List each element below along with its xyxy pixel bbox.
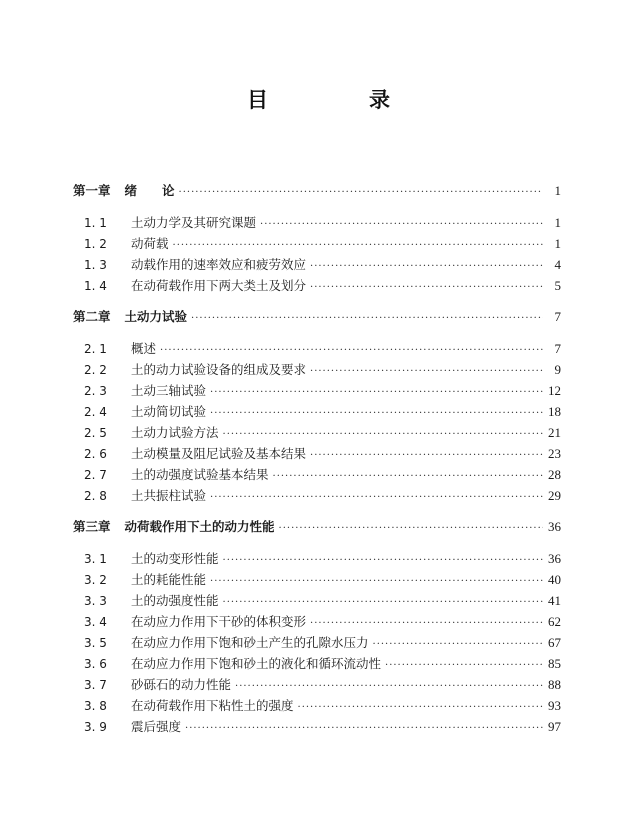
page-number: 40 — [548, 572, 561, 587]
section-number: 1. 3 — [84, 258, 107, 272]
section-title: 土的动力试验设备的组成及要求 — [131, 362, 307, 377]
dot-leader — [223, 550, 543, 571]
section-number: 3. 3 — [84, 594, 107, 608]
section-number: 1. 1 — [84, 216, 107, 230]
section-number: 2. 5 — [84, 426, 107, 440]
page-number: 7 — [554, 309, 561, 324]
toc-section-3-3[interactable] — [73, 590, 561, 611]
page-number: 36 — [548, 519, 561, 534]
dot-leader — [160, 340, 543, 361]
section-number: 3. 6 — [84, 657, 107, 671]
dot-leader — [210, 571, 543, 592]
page-number: 93 — [548, 698, 561, 713]
page-number: 1 — [554, 236, 561, 251]
dot-leader — [210, 382, 543, 403]
toc-section-1-2[interactable] — [73, 233, 561, 254]
section-number: 1. 2 — [84, 237, 107, 251]
section-title: 土的耗能性能 — [131, 572, 207, 587]
page-number: 67 — [548, 635, 561, 650]
dot-leader — [310, 256, 543, 277]
chapter-number: 第一章 — [73, 183, 111, 198]
section-title: 在动应力作用下干砂的体积变形 — [131, 614, 307, 629]
dot-leader — [173, 235, 543, 256]
page-number: 9 — [554, 362, 561, 377]
section-number: 3. 7 — [84, 678, 107, 692]
toc-chapter-1[interactable] — [73, 180, 561, 201]
section-number: 3. 5 — [84, 636, 107, 650]
section-title: 土共振柱试验 — [131, 488, 207, 503]
section-number: 2. 8 — [84, 489, 107, 503]
section-number: 3. 9 — [84, 720, 107, 734]
toc-section-3-9[interactable] — [73, 716, 561, 737]
section-number: 1. 4 — [84, 279, 107, 293]
toc-section-3-4[interactable] — [73, 611, 561, 632]
page-number: 12 — [548, 383, 561, 398]
page-number: 28 — [548, 467, 561, 482]
section-title: 动载作用的速率效应和疲劳效应 — [131, 257, 307, 272]
page-number: 21 — [548, 425, 561, 440]
table-of-contents — [73, 180, 561, 747]
section-list-chapter-3 — [73, 548, 561, 737]
page-title: 目 录 — [247, 88, 430, 112]
page-number: 88 — [548, 677, 561, 692]
dot-leader — [235, 676, 543, 697]
toc-section-1-1[interactable] — [73, 212, 561, 233]
dot-leader — [373, 634, 543, 655]
chapter-number: 第三章 — [73, 519, 111, 534]
toc-section-1-3[interactable] — [73, 254, 561, 275]
chapter-title: 土动力试验 — [124, 309, 188, 324]
section-number: 2. 4 — [84, 405, 107, 419]
page-number: 29 — [548, 488, 561, 503]
toc-section-3-5[interactable] — [73, 632, 561, 653]
section-number: 3. 2 — [84, 573, 107, 587]
section-number: 2. 7 — [84, 468, 107, 482]
page-number: 1 — [554, 215, 561, 230]
dot-leader — [210, 403, 543, 424]
section-title: 砂砾石的动力性能 — [131, 677, 232, 692]
page-number: 97 — [548, 719, 561, 734]
chapter-title: 绪 论 — [124, 183, 175, 198]
toc-section-1-4[interactable] — [73, 275, 561, 296]
page-number: 5 — [554, 278, 561, 293]
section-list-chapter-2 — [73, 338, 561, 506]
dot-leader — [179, 182, 543, 203]
toc-section-3-6[interactable] — [73, 653, 561, 674]
toc-section-2-1[interactable] — [73, 338, 561, 359]
dot-leader — [223, 592, 543, 613]
section-title: 土的动强度试验基本结果 — [131, 467, 269, 482]
dot-leader — [310, 361, 543, 382]
toc-section-2-3[interactable] — [73, 380, 561, 401]
section-title: 在动应力作用下饱和砂土产生的孔隙水压力 — [131, 635, 369, 650]
section-number: 2. 1 — [84, 342, 107, 356]
dot-leader — [310, 445, 543, 466]
section-title: 土动三轴试验 — [131, 383, 207, 398]
dot-leader — [260, 214, 543, 235]
toc-section-2-2[interactable] — [73, 359, 561, 380]
page-number: 36 — [548, 551, 561, 566]
toc-section-2-7[interactable] — [73, 464, 561, 485]
section-number: 2. 6 — [84, 447, 107, 461]
section-title: 土的动变形性能 — [131, 551, 219, 566]
dot-leader — [191, 308, 543, 329]
page-number: 7 — [554, 341, 561, 356]
section-title: 在动荷载作用下粘性土的强度 — [131, 698, 294, 713]
toc-section-3-8[interactable] — [73, 695, 561, 716]
page-number: 23 — [548, 446, 561, 461]
dot-leader — [385, 655, 543, 676]
toc-chapter-3[interactable] — [73, 516, 561, 537]
page-number: 1 — [554, 183, 561, 198]
dot-leader — [210, 487, 543, 508]
section-title: 概述 — [131, 341, 157, 356]
section-title: 土动力学及其研究课题 — [131, 215, 257, 230]
toc-section-3-7[interactable] — [73, 674, 561, 695]
section-title: 土动模量及阻尼试验及基本结果 — [131, 446, 307, 461]
toc-section-2-6[interactable] — [73, 443, 561, 464]
chapter-number: 第二章 — [73, 309, 111, 324]
dot-leader — [273, 466, 543, 487]
toc-section-2-4[interactable] — [73, 401, 561, 422]
dot-leader — [185, 718, 543, 739]
page-number: 62 — [548, 614, 561, 629]
toc-section-2-5[interactable] — [73, 422, 561, 443]
section-title: 在动应力作用下饱和砂土的液化和循环流动性 — [131, 656, 382, 671]
section-title: 动荷载 — [131, 236, 169, 251]
section-number: 3. 8 — [84, 699, 107, 713]
dot-leader — [310, 613, 543, 634]
toc-section-3-2[interactable] — [73, 569, 561, 590]
page-number: 85 — [548, 656, 561, 671]
dot-leader — [279, 518, 543, 539]
toc-chapter-2[interactable] — [73, 306, 561, 327]
dot-leader — [223, 424, 543, 445]
page-number: 41 — [548, 593, 561, 608]
section-title: 土的动强度性能 — [131, 593, 219, 608]
dot-leader — [298, 697, 543, 718]
chapter-title: 动荷载作用下土的动力性能 — [124, 519, 275, 534]
toc-section-3-1[interactable] — [73, 548, 561, 569]
section-title: 土动简切试验 — [131, 404, 207, 419]
dot-leader — [310, 277, 543, 298]
page-number: 4 — [554, 257, 561, 272]
page-number: 18 — [548, 404, 561, 419]
section-title: 土动力试验方法 — [131, 425, 219, 440]
section-title: 震后强度 — [131, 719, 182, 734]
section-number: 3. 4 — [84, 615, 107, 629]
section-number: 2. 2 — [84, 363, 107, 377]
section-number: 2. 3 — [84, 384, 107, 398]
section-title: 在动荷载作用下两大类土及划分 — [131, 278, 307, 293]
section-list-chapter-1 — [73, 212, 561, 296]
section-number: 3. 1 — [84, 552, 107, 566]
toc-section-2-8[interactable] — [73, 485, 561, 506]
